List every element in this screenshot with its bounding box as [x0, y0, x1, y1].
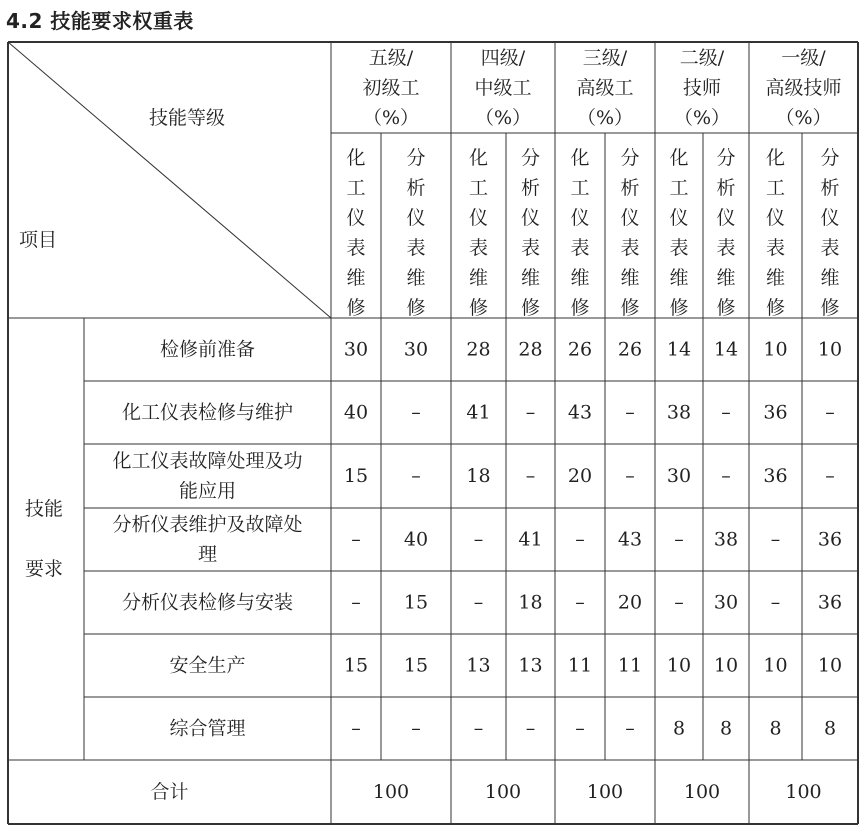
table-cell: 41 — [518, 528, 543, 551]
table-cell: 36 — [817, 528, 843, 551]
table-cell: – — [625, 465, 635, 487]
level-header-line: 三级/ — [582, 47, 628, 69]
table-cell: 36 — [817, 591, 843, 614]
table-cell: 36 — [763, 465, 788, 487]
sub-column-header: 化工仪表维修 — [468, 147, 489, 319]
table-cell: 18 — [518, 591, 543, 614]
table-cell: 15 — [403, 654, 429, 677]
level-header-unit: （%） — [775, 107, 832, 129]
corner-label-item: 项目 — [18, 229, 58, 251]
group-label: 要求 — [24, 558, 64, 580]
table-cell: – — [674, 528, 684, 551]
level-header-unit: （%） — [474, 107, 532, 129]
table-cell: 40 — [403, 528, 429, 551]
level-header-unit: （%） — [362, 107, 420, 129]
table-cell: 20 — [617, 591, 643, 614]
row-label: 安全生产 — [169, 654, 246, 677]
table-cell: 15 — [403, 591, 429, 614]
table-cell: – — [575, 717, 585, 740]
table-cell: 15 — [343, 465, 369, 487]
table-cell: – — [525, 717, 536, 740]
table-cell: – — [411, 401, 421, 424]
level-header-line: 高级工 — [576, 77, 634, 99]
table-cell: 10 — [666, 654, 692, 677]
table-cell: – — [770, 528, 781, 551]
sub-column-header: 化工仪表维修 — [570, 147, 590, 319]
level-header-unit: （%） — [673, 107, 731, 129]
table-cell: 28 — [518, 338, 543, 361]
table-cell: 13 — [466, 654, 491, 677]
table-cell: 43 — [567, 401, 593, 424]
table-cell: 43 — [617, 528, 643, 551]
table-cell: 30 — [666, 465, 692, 487]
table-cell: 30 — [343, 338, 369, 361]
table-cell: 11 — [617, 654, 643, 677]
table-cell: – — [473, 528, 484, 551]
table-cell: – — [674, 591, 684, 614]
table-cell: 38 — [666, 401, 692, 424]
total-cell: 100 — [683, 781, 721, 803]
level-header-line: 一级/ — [781, 47, 826, 69]
table-cell: – — [575, 528, 585, 551]
sub-column-header: 分析仪表维修 — [716, 147, 736, 319]
table-cell: 10 — [763, 654, 788, 677]
table-cell: 38 — [713, 528, 739, 551]
sub-column-header: 分析仪表维修 — [820, 147, 840, 319]
table-cell: 26 — [567, 338, 593, 361]
row-label: 能应用 — [178, 480, 237, 502]
table-cell: – — [721, 401, 731, 424]
table-cell: 8 — [823, 717, 837, 740]
table-cell: 36 — [763, 401, 788, 424]
table-cell: 14 — [666, 338, 692, 361]
table-cell: – — [473, 591, 484, 614]
table-cell: – — [721, 465, 731, 487]
sub-column-header: 分析仪表维修 — [520, 147, 541, 319]
total-cell: 100 — [372, 781, 410, 803]
table-cell: 10 — [713, 654, 739, 677]
level-header-line: 四级/ — [480, 47, 526, 69]
total-cell: 100 — [484, 781, 522, 803]
table-cell: 41 — [466, 401, 491, 424]
section-title: 4.2 技能要求权重表 — [6, 9, 194, 33]
row-label: 分析仪表检修与安装 — [121, 591, 294, 614]
table-cell: 30 — [713, 591, 739, 614]
table-cell: – — [351, 591, 361, 614]
table-cell: 20 — [567, 465, 593, 487]
table-cell: 10 — [763, 338, 788, 361]
sub-column-header: 化工仪表维修 — [765, 147, 786, 319]
group-label: 技能 — [24, 498, 64, 520]
table-cell: – — [473, 717, 484, 740]
sub-column-header: 分析仪表维修 — [406, 147, 426, 319]
level-header-line: 初级工 — [362, 77, 420, 99]
total-cell: 100 — [586, 781, 624, 803]
table-cell: 13 — [518, 654, 543, 677]
table-cell: 18 — [466, 465, 491, 487]
level-header-line: 高级技师 — [765, 77, 842, 99]
total-label: 合计 — [150, 781, 189, 803]
table-cell: 40 — [343, 401, 369, 424]
level-header-line: 二级/ — [679, 47, 725, 69]
table-cell: 10 — [817, 654, 843, 677]
table-cell: – — [525, 401, 536, 424]
table-cell: 8 — [672, 717, 686, 740]
table-cell: 10 — [817, 338, 843, 361]
table-cell: 8 — [719, 717, 733, 740]
total-cell: 100 — [785, 781, 822, 803]
table-cell: 8 — [769, 717, 782, 740]
table-cell: 11 — [567, 654, 593, 677]
sub-column-header: 化工仪表维修 — [669, 147, 689, 319]
level-header-unit: （%） — [576, 107, 634, 129]
table-cell: 28 — [466, 338, 491, 361]
table-cell: – — [825, 465, 835, 487]
row-label: 化工仪表故障处理及功 — [112, 450, 303, 472]
table-cell: – — [625, 717, 635, 740]
table-cell: – — [351, 528, 361, 551]
row-label: 化工仪表检修与维护 — [121, 401, 294, 424]
row-label: 分析仪表维护及故障处 — [112, 513, 303, 536]
level-header-line: 中级工 — [474, 77, 532, 99]
corner-diagonal — [8, 42, 331, 318]
row-label: 综合管理 — [169, 717, 246, 740]
table-cell: 26 — [617, 338, 643, 361]
table-cell: – — [411, 465, 421, 487]
table-cell: – — [770, 591, 781, 614]
level-header-line: 技师 — [682, 77, 722, 99]
table-cell: 14 — [713, 338, 739, 361]
table-cell: – — [351, 717, 361, 740]
row-label: 检修前准备 — [159, 338, 256, 361]
table-cell: 15 — [343, 654, 369, 677]
table-cell: – — [411, 717, 421, 740]
table-cell: – — [575, 591, 585, 614]
table-cell: 30 — [403, 338, 429, 361]
sub-column-header: 化工仪表维修 — [346, 147, 366, 319]
level-header-line: 五级/ — [368, 47, 414, 69]
table-cell: – — [525, 465, 536, 487]
sub-column-header: 分析仪表维修 — [620, 147, 640, 319]
table-cell: – — [825, 401, 835, 424]
row-label: 理 — [197, 543, 218, 566]
table-cell: – — [625, 401, 635, 424]
corner-label-skill-level: 技能等级 — [148, 107, 226, 129]
